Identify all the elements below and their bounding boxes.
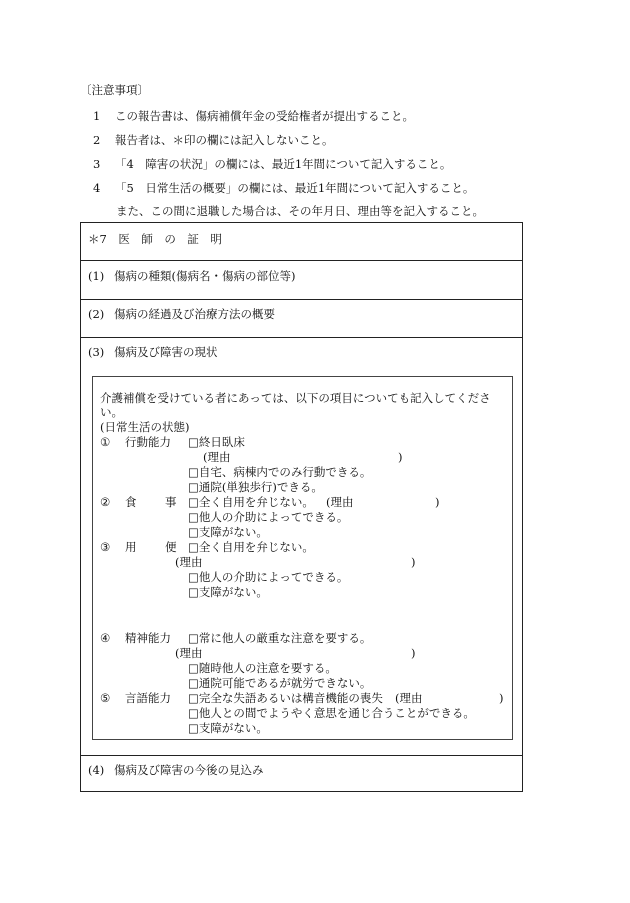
notes-heading: 〔注意事項〕 bbox=[80, 83, 149, 97]
category-marker: ⑤ bbox=[100, 691, 111, 705]
note-text: この報告書は、傷病補償年金の受給権者が提出すること。 bbox=[115, 109, 414, 123]
note-number: 1 bbox=[93, 109, 101, 123]
checkbox-option[interactable]: □他人の介助によってできる。 bbox=[188, 510, 349, 524]
doctor-certificate-table bbox=[80, 222, 523, 792]
section-label: 傷病の経過及び治療方法の概要 bbox=[114, 307, 275, 321]
checkbox-option[interactable]: □通院可能であるが就労できない。 bbox=[188, 676, 372, 690]
checkbox-option[interactable]: □他人との間でようやく意思を通じ合うことができる。 bbox=[188, 706, 475, 720]
row-divider bbox=[81, 337, 522, 338]
category-label-mental: 精神能力 bbox=[125, 631, 171, 645]
section-current-condition[interactable] bbox=[88, 344, 218, 360]
category-marker: ② bbox=[100, 495, 111, 509]
category-marker: ④ bbox=[100, 631, 111, 645]
category-label-toilet: 便 bbox=[165, 540, 177, 554]
checkbox-option[interactable]: □支障がない。 bbox=[188, 525, 268, 539]
note-continuation: また、この間に退職した場合は、その年月日、理由等を記入すること。 bbox=[116, 204, 484, 218]
category-label-mobility: 行動能力 bbox=[125, 435, 171, 449]
section-number: (1) bbox=[88, 269, 105, 283]
section-number: (2) bbox=[88, 307, 105, 321]
checkbox-option[interactable]: □全く自用を弁じない。 bbox=[188, 495, 314, 509]
reason-close: ) bbox=[398, 450, 403, 464]
checkbox-option[interactable]: □支障がない。 bbox=[188, 721, 268, 735]
note-number: 2 bbox=[93, 133, 101, 147]
care-intro-line: 介護補償を受けている者にあっては、以下の項目についても記入してくださ bbox=[100, 391, 491, 405]
category-label-toilet: 用 bbox=[125, 540, 137, 554]
row-divider bbox=[81, 260, 522, 261]
section-label: 傷病及び障害の現状 bbox=[114, 345, 218, 359]
note-text: 報告者は、＊印の欄には記入しないこと。 bbox=[115, 133, 334, 147]
category-marker: ① bbox=[100, 435, 111, 449]
checkbox-option[interactable]: □終日臥床 bbox=[188, 435, 245, 449]
reason-open: (理由 bbox=[395, 691, 423, 705]
note-number: 3 bbox=[93, 157, 101, 171]
note-number: 4 bbox=[93, 181, 101, 195]
section-label: 傷病及び障害の今後の見込み bbox=[114, 763, 264, 777]
reason-open: (理由 bbox=[175, 555, 203, 569]
checkbox-option[interactable]: □自宅、病棟内でのみ行動できる。 bbox=[188, 465, 372, 479]
section-label: 傷病の種類(傷病名・傷病の部位等) bbox=[114, 269, 296, 283]
reason-close: ) bbox=[411, 555, 416, 569]
reason-open: (理由 bbox=[175, 646, 203, 660]
section-treatment-history[interactable] bbox=[88, 306, 275, 322]
checkbox-option[interactable]: □全く自用を弁じない。 bbox=[188, 540, 314, 554]
checkbox-option[interactable]: □他人の介助によってできる。 bbox=[188, 570, 349, 584]
note-item bbox=[93, 180, 474, 196]
care-intro-line: い。 bbox=[100, 405, 123, 419]
note-item bbox=[93, 108, 414, 124]
checkbox-option[interactable]: □随時他人の注意を要する。 bbox=[188, 661, 337, 675]
reason-close: ) bbox=[499, 691, 504, 705]
checkbox-option[interactable]: □通院(単独歩行)できる。 bbox=[188, 480, 323, 494]
checkbox-option[interactable]: □常に他人の厳重な注意を要する。 bbox=[188, 631, 372, 645]
note-item bbox=[93, 156, 451, 172]
note-text: 「5 日常生活の概要」の欄には、最近1年間について記入すること。 bbox=[115, 181, 475, 195]
row-divider bbox=[81, 299, 522, 300]
daily-life-subheading: (日常生活の状態) bbox=[100, 420, 190, 434]
category-label-eating: 事 bbox=[165, 495, 177, 509]
reason-close: ) bbox=[411, 646, 416, 660]
section-injury-type[interactable] bbox=[88, 268, 295, 284]
category-label-eating: 食 bbox=[125, 495, 137, 509]
checkbox-option[interactable]: □支障がない。 bbox=[188, 585, 268, 599]
note-item bbox=[93, 132, 334, 148]
section-number: (4) bbox=[88, 763, 105, 777]
section-future-outlook[interactable] bbox=[88, 762, 264, 778]
category-marker: ③ bbox=[100, 540, 111, 554]
care-compensation-box bbox=[92, 376, 513, 740]
row-divider bbox=[81, 755, 522, 756]
checkbox-option[interactable]: □完全な失語あるいは構音機能の喪失 bbox=[188, 691, 383, 705]
reason-open: (理由 bbox=[326, 495, 354, 509]
note-text: 「4 障害の状況」の欄には、最近1年間について記入すること。 bbox=[115, 157, 452, 171]
section-number: (3) bbox=[88, 345, 105, 359]
certificate-heading: ＊7 医 師 の 証 明 bbox=[88, 232, 222, 246]
category-label-speech: 言語能力 bbox=[125, 691, 171, 705]
reason-close: ) bbox=[435, 495, 440, 509]
reason-open: (理由 bbox=[203, 450, 231, 464]
